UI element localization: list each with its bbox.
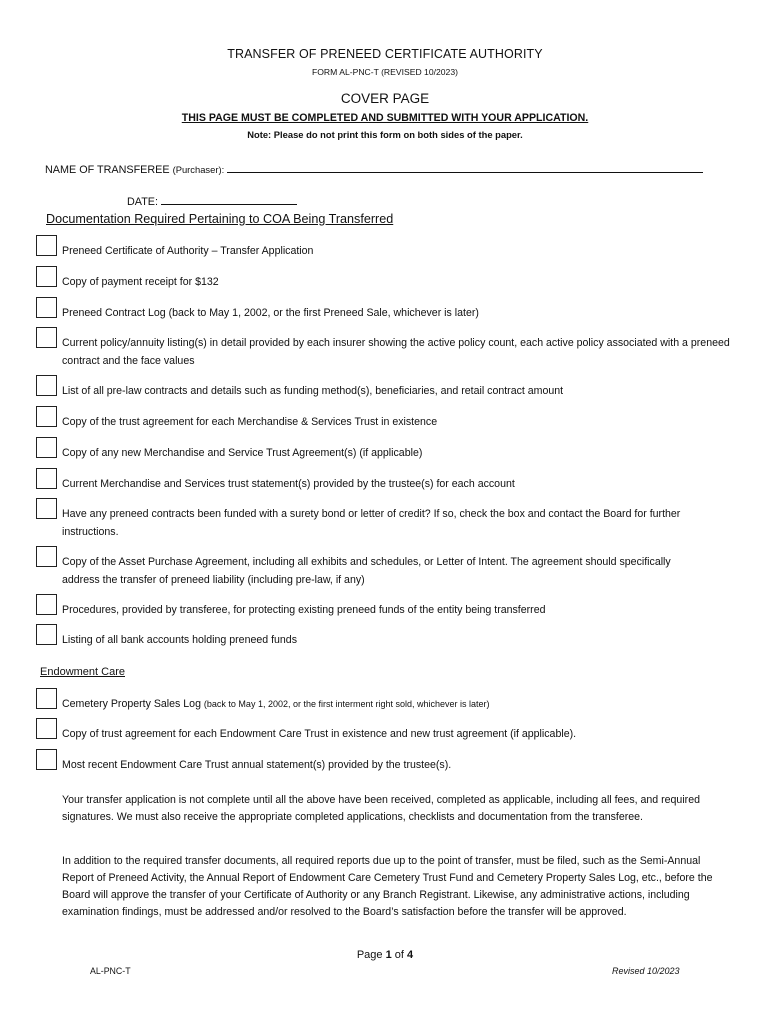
checklist-item-label: Most recent Endowment Care Trust annual statement(s) provided by the trustee(s). bbox=[62, 759, 452, 771]
section-title-documentation: Documentation Required Pertaining to COA Being Transferred bbox=[46, 212, 394, 226]
reports-paragraph: In addition to the required transfer documents, all required reports due up to the point of transfer, must be filed, such as the Semi-Annual Report of Preneed Activity, the Annual Report of Endowment Care Cemetery Trust Fund and Cemetery Property Sales Log, etc., before the Board will approve the transfer of your Certificate of Authority or any Branch Registrant. Likewise, any administrative actions, including examination findings, must be addressed and/or resolved to the Board’s satisfaction before the transfer will be approved. bbox=[62, 855, 713, 918]
date-field[interactable] bbox=[161, 195, 297, 205]
footer-form-code: AL-PNC-T bbox=[90, 966, 131, 976]
checkbox[interactable] bbox=[36, 437, 57, 458]
checkbox[interactable] bbox=[36, 718, 57, 739]
checkbox[interactable] bbox=[36, 327, 57, 348]
checklist-item-label: List of all pre-law contracts and details such as funding method(s), beneficiaries, and retail contract amount bbox=[62, 385, 564, 397]
page-current: 1 bbox=[385, 949, 392, 961]
checkbox[interactable] bbox=[36, 688, 57, 709]
checklist-item-label: Current policy/annuity listing(s) in detail provided by each insurer showing the active policy count, each active policy associated with a preneed contract and the face values bbox=[62, 337, 730, 367]
transferee-name-field[interactable] bbox=[227, 163, 703, 173]
page-prefix: Page bbox=[356, 949, 386, 961]
checklist-item-label: Copy of any new Merchandise and Service Trust Agreement(s) (if applicable) bbox=[62, 447, 423, 459]
checklist-item-label: Copy of the trust agreement for each Merchandise & Services Trust in existence bbox=[62, 416, 438, 428]
checkbox[interactable] bbox=[36, 266, 57, 287]
checklist-item-label: Copy of payment receipt for $132 bbox=[62, 276, 219, 288]
cover-page-title: COVER PAGE bbox=[340, 91, 430, 106]
checkbox[interactable] bbox=[36, 468, 57, 489]
completion-paragraph: Your transfer application is not complete until all the above have been received, completed as applicable, including all fees, and required signatures. We must also receive the appropriate completed applications, checklists and documentation from the transferee. bbox=[62, 794, 700, 823]
checkbox[interactable] bbox=[36, 546, 57, 567]
checkbox[interactable] bbox=[36, 749, 57, 770]
checklist-item-label: Preneed Certificate of Authority – Transfer Application bbox=[62, 245, 314, 257]
submission-instruction: THIS PAGE MUST BE COMPLETED AND SUBMITTED WITH YOUR APPLICATION. bbox=[181, 112, 589, 124]
checkbox[interactable] bbox=[36, 498, 57, 519]
checkbox[interactable] bbox=[36, 594, 57, 615]
section-title-endowment-care: Endowment Care bbox=[40, 666, 125, 678]
checklist-item-label: Listing of all bank accounts holding preneed funds bbox=[62, 634, 297, 646]
checklist-item-label: Copy of trust agreement for each Endowment Care Trust in existence and new trust agreement (if applicable). bbox=[62, 728, 577, 740]
page-total: 4 bbox=[407, 949, 414, 961]
checklist-item-label: Procedures, provided by transferee, for protecting existing preneed funds of the entity being transferred bbox=[62, 604, 546, 616]
transferee-label: NAME OF TRANSFEREE bbox=[45, 164, 170, 176]
checkbox[interactable] bbox=[36, 406, 57, 427]
checklist-item-label: Copy of the Asset Purchase Agreement, including all exhibits and schedules, or Letter of Intent. The agreement should specifically address the transfer of preneed liability (including pre-law, if any) bbox=[62, 556, 671, 586]
checklist-item-label-main: Cemetery Property Sales Log bbox=[62, 698, 201, 710]
transferee-sublabel: (Purchaser): bbox=[172, 164, 225, 175]
checklist-item-label: Have any preneed contracts been funded with a surety bond or letter of credit? If so, check the box and contact the Board for further instructions. bbox=[62, 508, 681, 538]
document-title: TRANSFER OF PRENEED CERTIFICATE AUTHORITY bbox=[227, 47, 543, 61]
date-row bbox=[127, 195, 297, 208]
checkbox[interactable] bbox=[36, 375, 57, 396]
page-number bbox=[0, 949, 770, 961]
checkbox[interactable] bbox=[36, 624, 57, 645]
checkbox[interactable] bbox=[36, 297, 57, 318]
date-label: DATE: bbox=[127, 196, 158, 208]
footer-revision: Revised 10/2023 bbox=[612, 966, 680, 976]
checklist-item-label: Preneed Contract Log (back to May 1, 2002, or the first Preneed Sale, whichever is later) bbox=[62, 307, 479, 319]
transferee-row bbox=[45, 163, 703, 176]
print-note: Note: Please do not print this form on both sides of the paper. bbox=[247, 129, 523, 140]
checklist-item-label: Current Merchandise and Services trust statement(s) provided by the trustee(s) for each account bbox=[62, 478, 515, 490]
checklist-item-label-note: (back to May 1, 2002, or the first interment right sold, whichever is later) bbox=[203, 699, 490, 709]
checkbox[interactable] bbox=[36, 235, 57, 256]
page-of: of bbox=[391, 949, 408, 961]
checklist-item-label bbox=[62, 696, 732, 714]
form-number: FORM AL-PNC-T (REVISED 10/2023) bbox=[312, 67, 458, 77]
